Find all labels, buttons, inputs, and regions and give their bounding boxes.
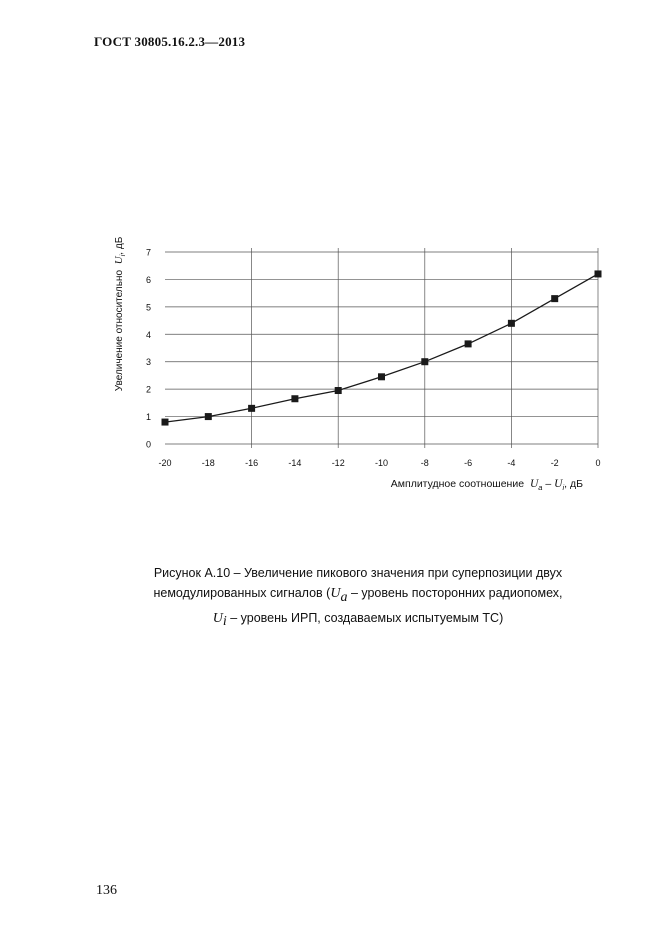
y-tick-label: 5 — [145, 302, 151, 313]
data-point-marker — [465, 340, 472, 347]
y-axis-label-unit: , дБ — [114, 236, 125, 255]
x-tick-label: -12 — [331, 458, 345, 468]
y-tick-label: 2 — [145, 384, 151, 395]
y-axis-label-text: Увеличение относительно — [114, 269, 125, 392]
data-point-marker — [162, 419, 169, 426]
y-tick-label: 7 — [145, 247, 151, 258]
x-tick-label: -18 — [201, 458, 215, 468]
caption-line-2 — [108, 583, 608, 608]
x-axis-label-unit: , дБ — [564, 478, 583, 490]
caption-line-1: Рисунок А.10 – Увеличение пикового значения при суперпозиции двух — [153, 566, 563, 580]
page-number: 136 — [96, 883, 117, 898]
x-axis-label-sub1: a — [538, 483, 543, 492]
document-header: ГОСТ 30805.16.2.3—2013 — [94, 34, 246, 49]
x-axis-label-sub2: i — [562, 483, 565, 492]
caption-var-ua: U — [330, 586, 341, 601]
data-point-marker — [595, 270, 602, 277]
series-line — [165, 274, 598, 422]
x-tick-label: 0 — [595, 458, 601, 468]
data-point-marker — [551, 295, 558, 302]
x-tick-label: -16 — [245, 458, 259, 468]
series-markers — [162, 270, 602, 425]
x-tick-label: -2 — [550, 458, 559, 468]
x-axis-label — [391, 478, 583, 492]
y-tick-label: 4 — [145, 329, 151, 340]
data-point-marker — [291, 395, 298, 402]
x-tick-label: -14 — [288, 458, 302, 468]
y-tick-label: 6 — [145, 274, 151, 285]
caption-line-3 — [108, 608, 608, 633]
y-tick-label: 3 — [145, 357, 151, 368]
peak-increase-chart — [108, 236, 608, 496]
x-axis-ticks — [158, 458, 600, 468]
data-point-marker — [421, 358, 428, 365]
y-axis-label — [113, 236, 127, 391]
caption-line-2-end: – уровень посторонних радиопомех, — [347, 586, 563, 600]
data-point-marker — [378, 373, 385, 380]
data-point-marker — [248, 405, 255, 412]
chart-grid — [165, 248, 598, 448]
y-tick-label: 0 — [145, 439, 151, 450]
y-tick-label: 1 — [145, 412, 151, 423]
y-axis-label-sub: i — [120, 254, 127, 257]
y-axis-label-var: U — [113, 256, 125, 265]
caption-line-3-end: – уровень ИРП, создаваемых испытуемым ТС) — [226, 610, 504, 625]
figure-caption — [108, 563, 608, 632]
x-tick-label: -8 — [420, 458, 429, 468]
x-axis-label-var1: U — [529, 478, 539, 490]
data-point-marker — [335, 387, 342, 394]
data-point-marker — [205, 413, 212, 420]
x-tick-label: -10 — [374, 458, 389, 468]
x-tick-label: -4 — [507, 458, 516, 468]
x-axis-label-dash: – — [542, 478, 555, 490]
x-axis-label-var2: U — [554, 478, 563, 490]
x-tick-label: -20 — [158, 458, 172, 468]
caption-var-ui: U — [212, 610, 223, 626]
data-point-marker — [508, 320, 515, 327]
caption-var-ui-sub: i — [222, 614, 227, 629]
y-axis-ticks — [146, 248, 151, 450]
x-axis-label-text: Амплитудное соотношение — [390, 478, 525, 490]
x-tick-label: -6 — [464, 458, 473, 468]
caption-line-2-start: немодулированных сигналов ( — [153, 586, 331, 600]
caption-var-ua-sub: a — [340, 589, 348, 605]
